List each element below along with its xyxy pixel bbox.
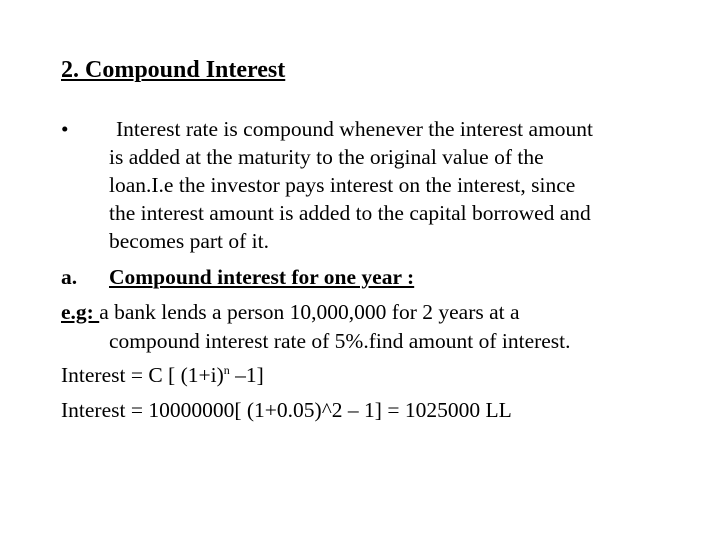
- calculation-line: Interest = 10000000[ (1+0.05)^2 – 1] = 1025000 LL: [61, 398, 512, 422]
- example-text-1: a bank lends a person 10,000,000 for 2 years at a: [99, 300, 520, 324]
- slide-title: 2. Compound Interest: [61, 57, 286, 83]
- bullet-line-2: is added at the maturity to the original value of the: [109, 145, 544, 169]
- bullet-marker: •: [61, 117, 69, 141]
- example-line-2: compound interest rate of 5%.find amount of interest.: [109, 329, 571, 353]
- item-a-heading: Compound interest for one year :: [109, 265, 415, 289]
- formula-exponent: n: [223, 363, 230, 377]
- example-marker: e.g:: [61, 300, 100, 324]
- bullet-line-5: becomes part of it.: [109, 229, 270, 253]
- example-line-1: [61, 298, 520, 326]
- formula-prefix: Interest = C [ (1+i): [61, 363, 224, 387]
- formula-suffix: –1]: [229, 363, 264, 387]
- item-a-marker: a.: [61, 265, 78, 289]
- bullet-line-4: the interest amount is added to the capital borrowed and: [109, 201, 591, 225]
- bullet-line-3: loan.I.e the investor pays interest on the interest, since: [109, 173, 576, 197]
- bullet-line-1: Interest rate is compound whenever the interest amount: [116, 117, 594, 141]
- formula-line: [61, 361, 264, 389]
